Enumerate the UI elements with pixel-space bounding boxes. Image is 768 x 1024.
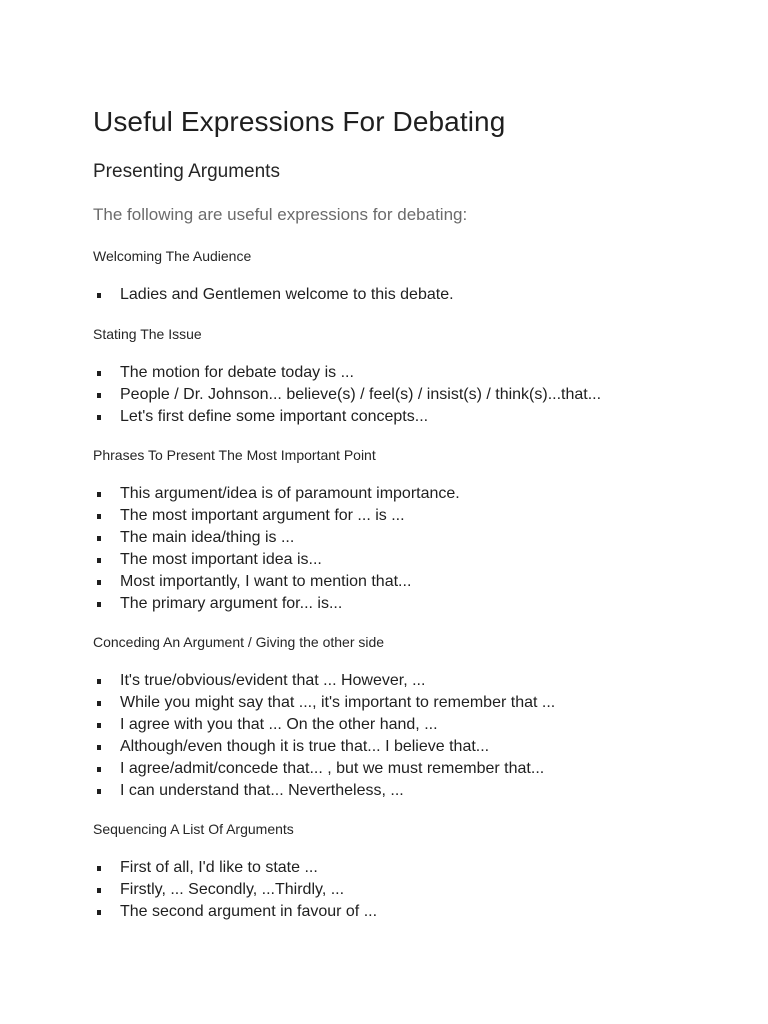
list-item-text: The most important argument for ... is ... [120, 507, 405, 524]
bullet-icon [97, 415, 101, 420]
list-item-text: The primary argument for... is... [120, 595, 343, 612]
list-item-text: Firstly, ... Secondly, ...Thirdly, ... [120, 881, 345, 898]
bullet-icon [97, 745, 101, 750]
list-item [93, 714, 733, 736]
list-item-text: Let's first define some important concepts... [120, 408, 429, 425]
bullet-icon [97, 701, 101, 706]
list-item [93, 284, 733, 306]
section-conceding-argument [93, 632, 733, 802]
list-item [93, 901, 733, 923]
list-item-text: The second argument in favour of ... [120, 903, 378, 920]
expression-list [93, 857, 733, 923]
list-item [93, 571, 733, 593]
section-heading: Sequencing A List Of Arguments [93, 821, 294, 837]
list-item-text: I can understand that... Nevertheless, ... [120, 782, 404, 799]
list-item-text: The motion for debate today is ... [120, 364, 354, 381]
list-item [93, 593, 733, 615]
list-item-text: I agree with you that ... On the other hand, ... [120, 716, 438, 733]
section-most-important-point [93, 445, 733, 615]
bullet-icon [97, 789, 101, 794]
bullet-icon [97, 580, 101, 585]
bullet-icon [97, 492, 101, 497]
list-item [93, 549, 733, 571]
list-item [93, 384, 733, 406]
list-item-text: Although/even though it is true that... I believe that... [120, 738, 490, 755]
section-heading: Phrases To Present The Most Important Point [93, 447, 376, 463]
list-item [93, 780, 733, 802]
list-item-text: It's true/obvious/evident that ... However, ... [120, 672, 426, 689]
section-stating-issue [93, 324, 733, 428]
bullet-icon [97, 514, 101, 519]
list-item-text: Ladies and Gentlemen welcome to this debate. [120, 286, 454, 303]
bullet-icon [97, 371, 101, 376]
list-item [93, 505, 733, 527]
bullet-icon [97, 723, 101, 728]
document-intro: The following are useful expressions for debating: [93, 205, 468, 224]
list-item-text: While you might say that ..., it's important to remember that ... [120, 694, 556, 711]
bullet-icon [97, 293, 101, 298]
bullet-icon [97, 558, 101, 563]
bullet-icon [97, 536, 101, 541]
expression-list [93, 362, 733, 428]
list-item-text: This argument/idea is of paramount importance. [120, 485, 460, 502]
list-item [93, 362, 733, 384]
list-item-text: People / Dr. Johnson... believe(s) / feel(s) / insist(s) / think(s)...that... [120, 386, 602, 403]
bullet-icon [97, 679, 101, 684]
bullet-icon [97, 767, 101, 772]
list-item [93, 527, 733, 549]
list-item [93, 857, 733, 879]
list-item [93, 692, 733, 714]
document-subtitle: Presenting Arguments [93, 161, 280, 182]
bullet-icon [97, 393, 101, 398]
bullet-icon [97, 866, 101, 871]
list-item-text: First of all, I'd like to state ... [120, 859, 318, 876]
expression-list [93, 483, 733, 615]
bullet-icon [97, 910, 101, 915]
list-item [93, 758, 733, 780]
section-heading: Welcoming The Audience [93, 248, 252, 264]
list-item-text: The main idea/thing is ... [120, 529, 295, 546]
list-item [93, 406, 733, 428]
document-title: Useful Expressions For Debating [93, 106, 506, 137]
section-heading: Stating The Issue [93, 326, 202, 342]
expression-list [93, 284, 733, 306]
section-welcoming-audience [93, 246, 733, 306]
list-item-text: The most important idea is... [120, 551, 322, 568]
list-item [93, 670, 733, 692]
list-item [93, 879, 733, 901]
section-sequencing-arguments [93, 819, 733, 923]
list-item [93, 483, 733, 505]
section-heading: Conceding An Argument / Giving the other side [93, 634, 385, 650]
list-item [93, 736, 733, 758]
list-item-text: I agree/admit/concede that... , but we must remember that... [120, 760, 545, 777]
bullet-icon [97, 888, 101, 893]
list-item-text: Most importantly, I want to mention that... [120, 573, 412, 590]
bullet-icon [97, 602, 101, 607]
expression-list [93, 670, 733, 802]
